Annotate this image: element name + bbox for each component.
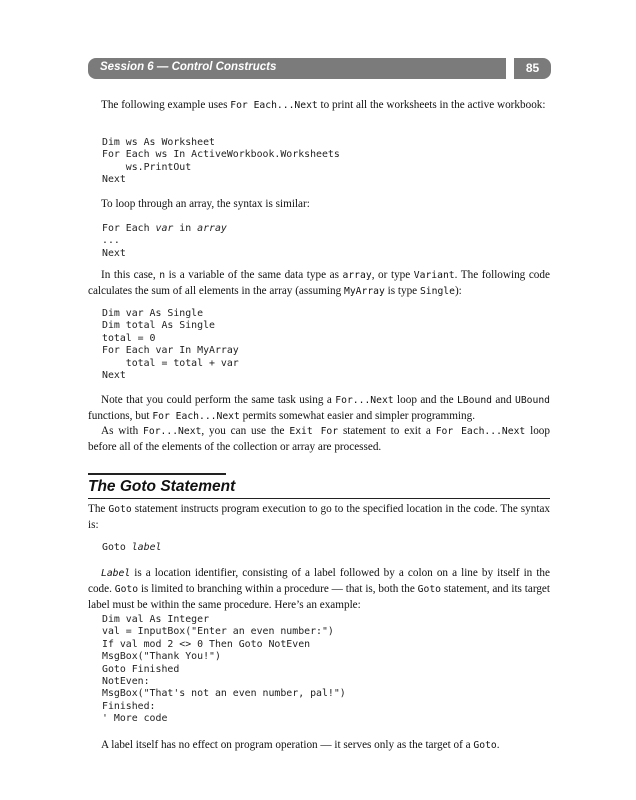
inline-code: For Each...Next <box>230 100 318 111</box>
paragraph-sum-explanation: In this case, n is a variable of the same data type as array, or type Variant. The following code calculates the sum of all elements in the array (assuming MyArray is type Single): <box>88 269 550 297</box>
heading-underline <box>88 498 550 499</box>
paragraph-exit-for: As with For...Next, you can use the Exit For statement to exit a For Each...Next loop before all of the elements of the collection or array are processed. <box>88 425 550 453</box>
section-heading: The Goto Statement <box>88 478 236 495</box>
page-number: 85 <box>525 61 540 75</box>
paragraph-for-each-intro: The following example uses For Each...Next to print all the worksheets in the active workbook: <box>101 99 546 111</box>
paragraph-label-explanation: Label is a location identifier, consisting of a label followed by a colon on a line by itself in the code. Goto is limited to branching within a procedure — that is, both the Goto statement, and its target label must be within the same procedure. Here’s an example: <box>88 567 551 611</box>
running-header <box>88 58 506 79</box>
code-block-sum-array: Dim var As Single Dim total As Single total = 0 For Each var In MyArray total = total + var Next <box>102 308 239 382</box>
code-block-worksheets: Dim ws As Worksheet For Each ws In ActiveWorkbook.Worksheets ws.PrintOut Next <box>102 137 340 186</box>
session-title: Session 6 — Control Constructs <box>100 61 277 73</box>
heading-rule <box>88 473 226 475</box>
paragraph-goto-intro: The Goto statement instructs program execution to go to the specified location in the code. The syntax is: <box>88 503 551 531</box>
paragraph-array-syntax: To loop through an array, the syntax is similar: <box>101 198 310 210</box>
page-number-box <box>514 58 551 79</box>
paragraph-lbound-note: Note that you could perform the same task using a For...Next loop and the LBound and UBound functions, but For Each...Next permits somewhat easier and simpler programming. <box>88 394 550 422</box>
code-block-goto-example: Dim val As Integer val = InputBox("Enter an even number:") If val mod 2 <> 0 Then Goto NotEven MsgBox("Thank You!") Goto Finished NotEven: MsgBox("That's not an even number, pal!") Finished: ' More code <box>102 614 346 725</box>
code-block-array-syntax: For Each var in array ... Next <box>102 223 227 259</box>
paragraph-label-effect: A label itself has no effect on program operation — it serves only as the target of a Goto. <box>101 739 500 751</box>
code-block-goto-syntax: Goto label <box>102 542 162 553</box>
